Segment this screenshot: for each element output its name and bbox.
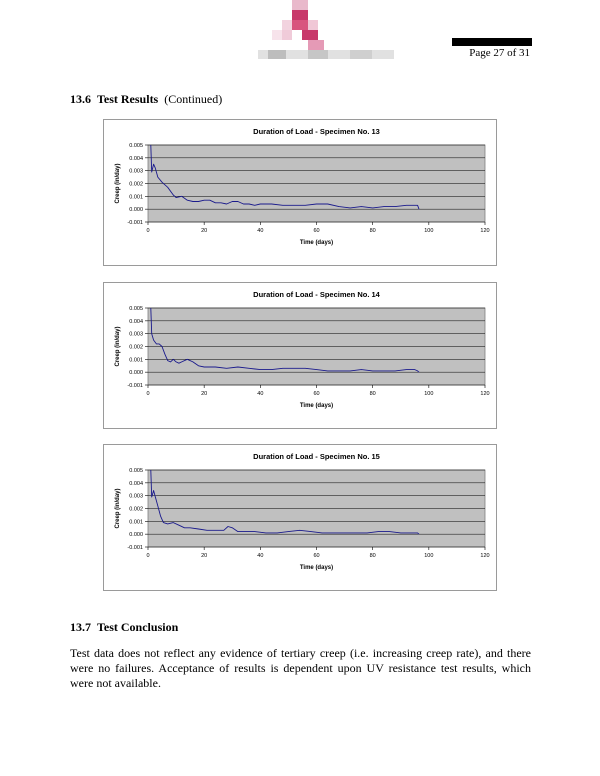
y-tick-label: 0.005 (129, 306, 143, 312)
y-tick-label: 0.004 (129, 318, 143, 325)
x-tick-label: 80 (369, 391, 376, 397)
y-tick-label: 0.001 (129, 519, 143, 526)
y-tick-label: 0.002 (129, 506, 143, 513)
y-tick-label: 0.004 (129, 480, 143, 487)
x-tick-label: 60 (313, 391, 320, 397)
x-tick-label: 100 (424, 391, 434, 397)
x-tick-label: 20 (201, 391, 208, 397)
x-tick-label: 100 (424, 553, 434, 559)
x-tick-label: 60 (313, 553, 320, 559)
x-tick-label: 120 (480, 553, 490, 559)
section-suffix: (Continued) (164, 92, 223, 106)
y-axis-label: Creep (in/day) (115, 488, 121, 529)
chart-svg (104, 120, 496, 265)
y-tick-label: 0.001 (129, 194, 143, 201)
chart-specimen-14 (103, 282, 497, 429)
redaction-bar (452, 38, 532, 46)
x-tick-label: 120 (480, 391, 490, 397)
y-axis-label: Creep (in/day) (115, 163, 121, 204)
section-number: 13.6 (70, 92, 91, 106)
x-tick-label: 100 (424, 228, 434, 234)
y-tick-label: 0.003 (129, 331, 143, 338)
section-heading-conclusion (70, 620, 178, 635)
y-tick-label: -0.001 (127, 220, 143, 226)
chart-title: Duration of Load - Specimen No. 13 (253, 127, 380, 136)
x-tick-label: 60 (313, 228, 320, 234)
x-tick-label: 40 (257, 228, 264, 234)
conclusion-paragraph: Test data does not reflect any evidence of tertiary creep (i.e. increasing creep rate), and there were no failures. Acceptance of results is dependent upon UV resistance test results, which were not available. (70, 646, 531, 690)
y-tick-label: 0.003 (129, 168, 143, 175)
chart-svg (104, 283, 496, 428)
x-tick-label: 20 (201, 228, 208, 234)
y-tick-label: -0.001 (127, 545, 143, 551)
y-tick-label: 0.004 (129, 155, 143, 162)
x-tick-label: 80 (369, 553, 376, 559)
chart-title: Duration of Load - Specimen No. 15 (253, 452, 380, 461)
x-tick-label: 40 (257, 553, 264, 559)
section-heading-results (70, 92, 222, 107)
chart-specimen-15 (103, 444, 497, 591)
y-tick-label: 0.002 (129, 181, 143, 188)
y-tick-label: 0.005 (129, 468, 143, 474)
x-axis-label: Time (days) (299, 403, 334, 409)
x-tick-label: 0 (146, 228, 150, 234)
y-tick-label: 0.005 (129, 143, 143, 149)
section-title: Test Results (97, 92, 159, 106)
y-tick-label: 0.003 (129, 493, 143, 500)
section-number: 13.7 (70, 620, 91, 634)
x-tick-label: 120 (480, 228, 490, 234)
x-tick-label: 40 (257, 391, 264, 397)
y-tick-label: -0.001 (127, 383, 143, 389)
y-tick-label: 0.000 (129, 370, 143, 377)
x-tick-label: 0 (146, 553, 150, 559)
x-tick-label: 80 (369, 228, 376, 234)
y-tick-label: 0.001 (129, 357, 143, 364)
chart-specimen-13 (103, 119, 497, 266)
chart-svg (104, 445, 496, 590)
x-tick-label: 0 (146, 391, 150, 397)
x-tick-label: 20 (201, 553, 208, 559)
section-title: Test Conclusion (97, 620, 179, 634)
x-axis-label: Time (days) (299, 565, 334, 571)
chart-title: Duration of Load - Specimen No. 14 (253, 290, 380, 299)
y-tick-label: 0.000 (129, 207, 143, 214)
y-tick-label: 0.000 (129, 532, 143, 539)
x-axis-label: Time (days) (299, 240, 334, 246)
company-logo (258, 0, 394, 60)
y-axis-label: Creep (in/day) (115, 326, 121, 367)
y-tick-label: 0.002 (129, 344, 143, 351)
page-number: Page 27 of 31 (469, 47, 530, 59)
